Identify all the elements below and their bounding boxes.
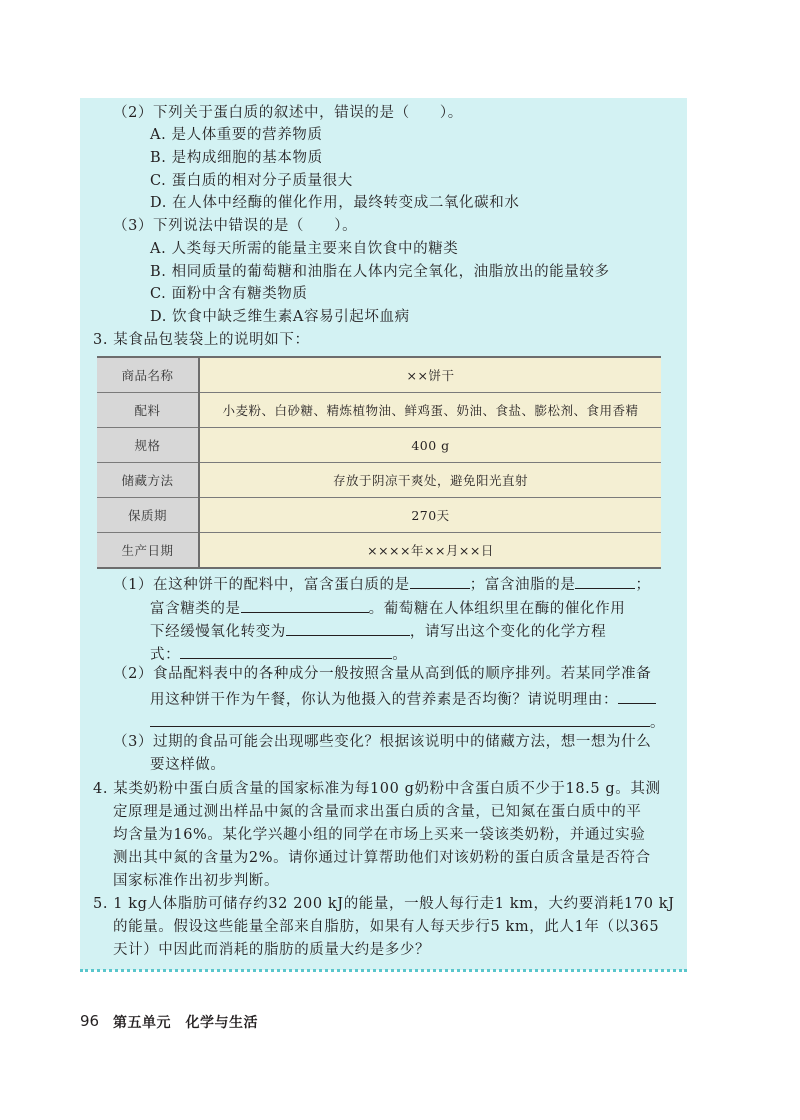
q3-sub-option-b: B. 相同质量的葡萄糖和油脂在人体内完全氧化，油脂放出的能量较多 <box>150 264 610 280</box>
page-number: 96 <box>80 1012 100 1030</box>
table-label: 储藏方法 <box>97 463 199 498</box>
table-label: 生产日期 <box>97 533 199 569</box>
table-row <box>97 463 661 498</box>
q3-sub-option-d: D. 饮食中缺乏维生素A容易引起坏血病 <box>150 309 410 325</box>
q3-part1-line4: 式： 。 <box>150 643 407 665</box>
q2-option-c: C. 蛋白质的相对分子质量很大 <box>150 173 353 189</box>
table-row <box>97 428 661 463</box>
q4-line1: 4. 某类奶粉中蛋白质含量的国家标准为每100 g奶粉中含蛋白质不少于18.5 g。其测 <box>93 781 661 797</box>
table-value: ××饼干 <box>199 357 661 393</box>
q3-part3-line2: 要这样做。 <box>150 757 226 773</box>
q3-part2-line1: （2）食品配料表中的各种成分一般按照含量从高到低的顺序排列。若某同学准备 <box>113 666 652 682</box>
q4-line3: 均含量为16%。某化学兴趣小组的同学在市场上买来一袋该类奶粉，并通过实验 <box>113 827 646 843</box>
q3-sub-option-c: C. 面粉中含有糖类物质 <box>150 286 308 302</box>
q3-part2-line2: 用这种饼干作为午餐，你认为他摄入的营养素是否均衡？请说明理由： <box>150 688 656 710</box>
table-row <box>97 393 661 428</box>
unit-title: 第五单元 化学与生活 <box>113 1015 258 1031</box>
q3-part3-line1: （3）过期的食品可能会出现哪些变化？根据该说明中的储藏方法，想一想为什么 <box>113 734 652 750</box>
q4-line2: 定原理是通过测出样品中氮的含量而求出蛋白质的含量，已知氮在蛋白质中的平 <box>113 804 642 820</box>
q2-option-b: B. 是构成细胞的基本物质 <box>150 150 323 166</box>
table-label: 商品名称 <box>97 357 199 393</box>
q3-part1-line1: （1）在这种饼干的配料中，富含蛋白质的是 ；富含油脂的是 ； <box>113 573 651 595</box>
q4-line4: 测出其中氮的含量为2%。请你通过计算帮助他们对该奶粉的蛋白质含量是否符合 <box>113 850 651 866</box>
q3-sub-option-a: A. 人类每天所需的能量主要来自饮食中的糖类 <box>150 241 459 257</box>
q5-line3: 天计）中因此而消耗的脂肪的质量大约是多少？ <box>113 942 431 958</box>
table-label: 规格 <box>97 428 199 463</box>
food-label-table <box>97 356 661 569</box>
panel-dotted-border <box>80 969 687 972</box>
answer-blank[interactable] <box>410 573 470 589</box>
answer-blank[interactable] <box>286 620 410 636</box>
table-row <box>97 357 661 393</box>
table-label: 配料 <box>97 393 199 428</box>
q2-option-d: D. 在人体中经酶的催化作用，最终转变成二氧化碳和水 <box>150 195 520 211</box>
table-value: 小麦粉、白砂糖、精炼植物油、鲜鸡蛋、奶油、食盐、膨松剂、食用香精 <box>199 393 661 428</box>
table-value: 存放于阴凉干爽处，避免阳光直射 <box>199 463 661 498</box>
answer-blank[interactable] <box>618 688 656 704</box>
q5-line2: 的能量。假设这些能量全部来自脂肪，如果有人每天步行5 km，此人1年（以365 <box>113 919 660 935</box>
table-row <box>97 498 661 533</box>
table-row <box>97 533 661 569</box>
table-value: 400 g <box>199 428 661 463</box>
table-label: 保质期 <box>97 498 199 533</box>
answer-blank[interactable] <box>150 711 650 727</box>
q2-option-a: A. 是人体重要的营养物质 <box>150 127 323 143</box>
q2-stem: （2）下列关于蛋白质的叙述中，错误的是（ ）。 <box>113 105 463 121</box>
q4-line5: 国家标准作出初步判断。 <box>113 873 280 889</box>
answer-blank[interactable] <box>241 597 369 613</box>
answer-blank[interactable] <box>180 643 392 659</box>
table-value: ××××年××月××日 <box>199 533 661 569</box>
answer-blank[interactable] <box>575 573 635 589</box>
q3-part1-line3: 下经缓慢氧化转变为 ，请写出这个变化的化学方程 <box>150 620 606 642</box>
q5-line1: 5. 1 kg人体脂肪可储存约32 200 kJ的能量，一般人每行走1 km，大约要消耗170 kJ <box>93 896 675 912</box>
q3-intro: 3. 某食品包装袋上的说明如下： <box>93 332 310 348</box>
q3-part1-line2: 富含糖类的是 。葡萄糖在人体组织里在酶的催化作用 <box>150 597 625 619</box>
table-value: 270天 <box>199 498 661 533</box>
q3-sub-stem: （3）下列说法中错误的是（ ）。 <box>113 218 358 234</box>
q3-part2-line3: 。 <box>150 711 665 733</box>
